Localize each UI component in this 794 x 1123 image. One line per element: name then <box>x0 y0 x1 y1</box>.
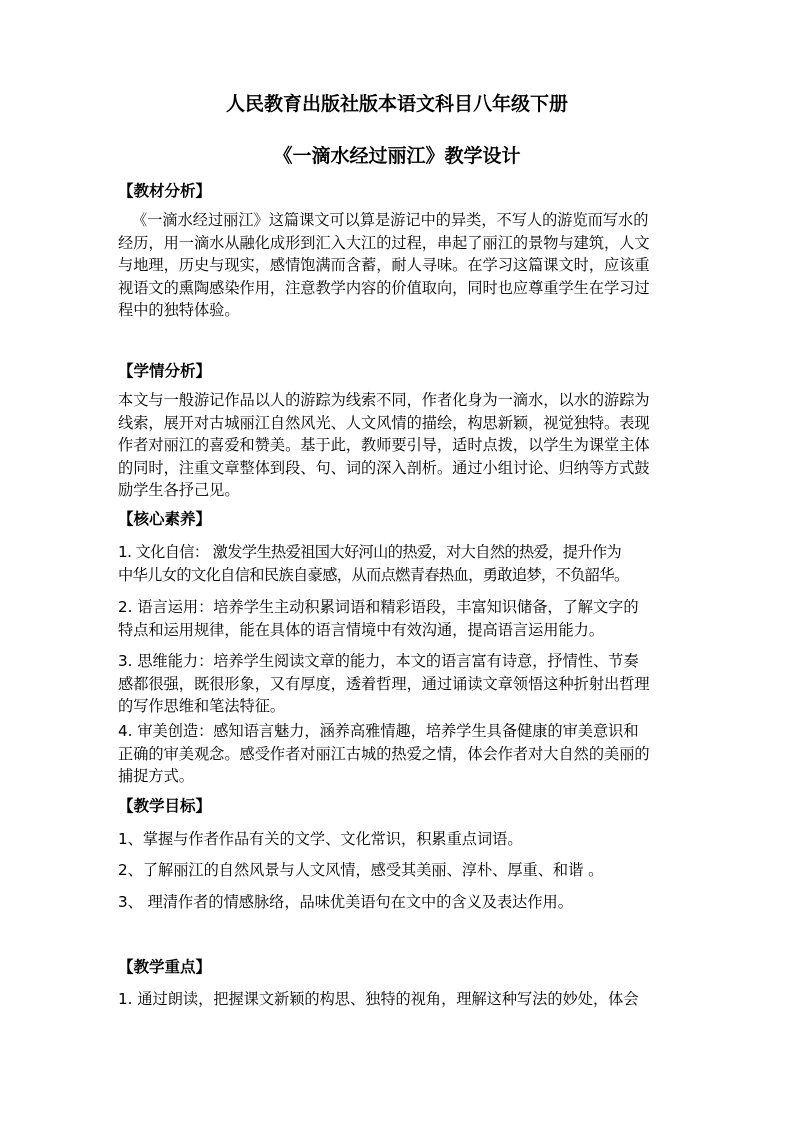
textbook-analysis-paragraph <box>118 209 676 322</box>
core-literacy-item-4 <box>118 720 676 788</box>
core-literacy-item-1 <box>118 541 676 586</box>
paragraph-line: 2、了解丽江的自然风景与人文风情，感受其美丽、淳朴、厚重、和谐 。 <box>118 861 604 879</box>
teaching-goal-3 <box>118 891 676 914</box>
section-heading-core-literacy: 【核心素养】 <box>118 510 212 528</box>
paragraph-line: 捕捉方式。 <box>118 767 194 785</box>
paragraph-line: 中华儿女的文化自信和民族自豪感，从而点燃青春热血，勇敢追梦，不负韶华。 <box>118 565 629 584</box>
paragraph-line: 特点和运用规律，能在具体的语言情境中有效沟通，提高语言运用能力。 <box>118 620 604 639</box>
teaching-focus-paragraph <box>118 988 676 1011</box>
paragraph-line: 程中的独特体验。 <box>118 301 240 319</box>
paragraph-line: 3、 理清作者的情感脉络，品味优美语句在文中的含义及表达作用。 <box>118 893 573 911</box>
paragraph-line: 视语文的熏陶感染作用，注意教学内容的价值取向，同时也应尊重学生在学习过 <box>118 278 650 297</box>
core-literacy-item-2 <box>118 596 676 641</box>
paragraph-line: 4. 审美创造：感知语言魅力，涵养高雅情趣，培养学生具备健康的审美意识和 <box>118 722 639 740</box>
section-heading-teaching-focus: 【教学重点】 <box>118 958 212 976</box>
paragraph-line: 经历，用一滴水从融化成形到汇入大江的过程，串起了丽江的景物与建筑，人文 <box>118 233 650 252</box>
lesson-title: 《一滴水经过丽江》教学设计 <box>273 145 521 167</box>
paragraph-line: 励学生各抒己见。 <box>118 481 240 499</box>
paragraph-line: 1、掌握与作者作品有关的文学、文化常识，积累重点词语。 <box>118 830 523 848</box>
core-literacy-item-3 <box>118 650 676 718</box>
paragraph-line: 2. 语言运用：培养学生主动积累词语和精彩语段，丰富知识储备，了解文字的 <box>118 598 639 616</box>
paragraph-line: 《一滴水经过丽江》这篇课文可以算是游记中的异类，不写人的游览而写水的 <box>132 211 649 229</box>
paragraph-line: 与地理，历史与现实，感情饱满而含蓄，耐人寻味。在学习这篇课文时，应该重 <box>118 256 650 274</box>
paragraph-line: 1. 通过朗读，把握课文新颖的构思、独特的视角，理解这种写法的妙处，体会 <box>118 990 639 1008</box>
paragraph-line: 的写作思维和笔法特征。 <box>118 697 286 715</box>
section-heading-student-analysis: 【学情分析】 <box>118 362 212 380</box>
document-title: 人民教育出版社版本语文科目八年级下册 <box>225 93 568 115</box>
paragraph-line: 感都很强，既很形象，又有厚度，透着哲理，通过诵读文章领悟这种折射出哲理 <box>118 674 650 693</box>
teaching-goal-1 <box>118 828 676 851</box>
paragraph-line: 线索，展开对古城丽江自然风光、人文风情的描绘，构思新颖，视觉独特。表现 <box>118 413 650 432</box>
paragraph-line: 正确的审美观念。感受作者对丽江古城的热爱之情，体会作者对大自然的美丽的 <box>118 744 650 763</box>
paragraph-line: 3. 思维能力：培养学生阅读文章的能力，本文的语言富有诗意，抒情性、节奏 <box>118 652 639 670</box>
student-analysis-paragraph <box>118 389 676 502</box>
section-heading-textbook-analysis: 【教材分析】 <box>118 182 212 200</box>
paragraph-line: 1. 文化自信： 激发学生热爱祖国大好河山的热爱，对大自然的热爱，提升作为 <box>118 543 622 561</box>
paragraph-line: 本文与一般游记作品以人的游踪为线索不同，作者化身为一滴水，以水的游踪为 <box>118 391 650 409</box>
section-heading-teaching-goals: 【教学目标】 <box>118 797 212 815</box>
paragraph-line: 的同时，注重文章整体到段、句、词的深入剖析。通过小组讨论、归纳等方式鼓 <box>118 458 650 477</box>
teaching-goal-2 <box>118 859 676 882</box>
paragraph-line: 作者对丽江的喜爱和赞美。基于此，教师要引导，适时点拨，以学生为课堂主体 <box>118 436 650 454</box>
